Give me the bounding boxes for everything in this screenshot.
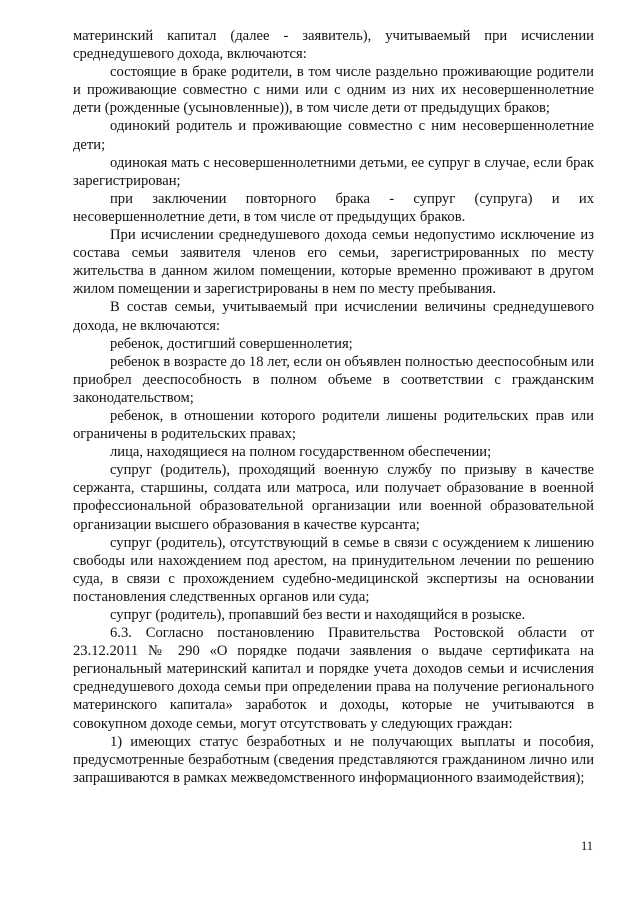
- paragraph: супруг (родитель), проходящий военную службу по призыву в качестве сержанта, старшины, солдата или матроса, или получает образование в военной профессиональной образовательной организации или военной образовательной организации высшего образования в качестве курсанта;: [73, 462, 594, 533]
- paragraph: супруг (родитель), отсутствующий в семье в связи с осуждением к лишению свободы или нахождением под арестом, на принудительном лечении по решению суда, в связи с прохождением судебно-медицинской экспертизы на основании постановления следственных органов или суда;: [73, 534, 594, 605]
- paragraph: В состав семьи, учитываемый при исчислении величины среднедушевого дохода, не включаются:: [73, 299, 594, 334]
- paragraph: супруг (родитель), пропавший без вести и находящийся в розыске.: [110, 607, 526, 623]
- paragraph: ребенок в возрасте до 18 лет, если он объявлен полностью дееспособным или приобрел дееспособность в полном объеме в соответствии с гражданским законодательством;: [73, 353, 594, 406]
- paragraph: при заключении повторного брака - супруг (супруга) и их несовершеннолетние дети, в том числе от предыдущих браков.: [73, 190, 594, 225]
- paragraph: 1) имеющих статус безработных и не получающих выплаты и пособия, предусмотренные безработным (сведения представляются гражданином лично или запрашиваются в рамках межведомственного информационного взаимодействия);: [73, 733, 594, 786]
- document-body: [73, 27, 594, 787]
- paragraph: одинокий родитель и проживающие совместно с ним несовершеннолетние дети;: [73, 118, 594, 153]
- paragraph: При исчислении среднедушевого дохода семьи недопустимо исключение из состава семьи заявителя членов его семьи, зарегистрированных по месту жительства в данном жилом помещении, которые временно проживают в другом жилом помещении и зарегистрированы в нем по месту пребывания.: [73, 227, 594, 298]
- paragraph: ребенок, достигший совершеннолетия;: [110, 335, 353, 352]
- paragraph: 6.3. Согласно постановлению Правительства Ростовской области от 23.12.2011 № 290 «О порядке подачи заявления о выдаче сертификата на региональный материнский капитал и порядке учета доходов семьи и исчисления среднедушевого дохода семьи при определении права на получение регионального материнского капитала» заработок и доходы, которые не учитываются в совокупном доходе семьи, могут отсутствовать у следующих граждан:: [73, 625, 594, 732]
- paragraph: одинокая мать с несовершеннолетними детьми, ее супруг в случае, если брак зарегистрирован;: [73, 154, 594, 189]
- paragraph: материнский капитал (далее - заявитель), учитываемый при исчислении среднедушевого дохода, включаются:: [73, 28, 594, 63]
- paragraph: состоящие в браке родители, в том числе раздельно проживающие родители и проживающие совместно с ними или с одним из них их несовершеннолетние дети (рожденные (усыновленные)), в том числе дети от предыдущих браков;: [73, 64, 594, 117]
- paragraph: лица, находящиеся на полном государственном обеспечении;: [110, 444, 492, 461]
- paragraph: ребенок, в отношении которого родители лишены родительских прав или ограничены в родительских правах;: [73, 407, 594, 443]
- page-number: 11: [581, 839, 594, 853]
